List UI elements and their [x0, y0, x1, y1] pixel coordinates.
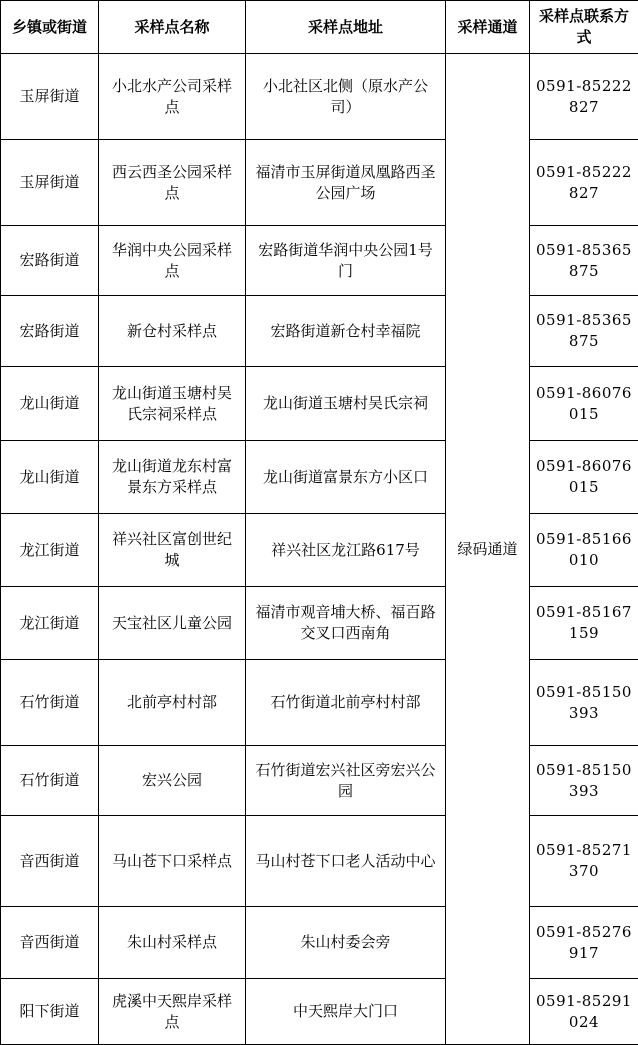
phone-cell: 0591-85166010: [530, 514, 638, 587]
site-address-cell: 祥兴社区龙江路617号: [246, 514, 446, 587]
table-row: [1, 746, 638, 816]
site-name-cell: 天宝社区儿童公园: [99, 587, 246, 660]
site-address-cell: 朱山村委会旁: [246, 907, 446, 979]
site-name-cell: 西云西圣公园采样点: [99, 140, 246, 226]
site-address-cell: 石竹街道北前亭村村部: [246, 660, 446, 746]
table-row: [1, 140, 638, 226]
header-site-address: 采样点地址: [246, 1, 446, 54]
table-row: [1, 816, 638, 907]
street-cell: 玉屏街道: [1, 140, 99, 226]
table-row: [1, 367, 638, 441]
street-cell: 音西街道: [1, 816, 99, 907]
street-cell: 玉屏街道: [1, 54, 99, 140]
site-address-cell: 马山村苍下口老人活动中心: [246, 816, 446, 907]
phone-cell: 0591-85276917: [530, 907, 638, 979]
street-cell: 龙江街道: [1, 514, 99, 587]
phone-cell: 0591-85222827: [530, 54, 638, 140]
site-address-cell: 福清市观音埔大桥、福百路交叉口西南角: [246, 587, 446, 660]
channel-cell: 绿码通道: [446, 54, 530, 1045]
site-name-cell: 小北水产公司采样点: [99, 54, 246, 140]
street-cell: 音西街道: [1, 907, 99, 979]
site-address-cell: 中天熙岸大门口: [246, 979, 446, 1045]
phone-cell: 0591-85222827: [530, 140, 638, 226]
site-address-cell: 宏路街道新仓村幸福院: [246, 296, 446, 367]
street-cell: 阳下街道: [1, 979, 99, 1045]
site-name-cell: 华润中央公园采样点: [99, 226, 246, 296]
phone-cell: 0591-86076015: [530, 367, 638, 441]
site-address-cell: 宏路街道华润中央公园1号门: [246, 226, 446, 296]
phone-cell: 0591-86076015: [530, 441, 638, 514]
street-cell: 龙山街道: [1, 367, 99, 441]
phone-cell: 0591-85150393: [530, 746, 638, 816]
table-row: [1, 226, 638, 296]
phone-cell: 0591-85271370: [530, 816, 638, 907]
site-address-cell: 龙山街道玉塘村吴氏宗祠: [246, 367, 446, 441]
site-name-cell: 虎溪中天熙岸采样点: [99, 979, 246, 1045]
table-row: [1, 441, 638, 514]
site-name-cell: 龙山街道龙东村富景东方采样点: [99, 441, 246, 514]
site-name-cell: 宏兴公园: [99, 746, 246, 816]
site-name-cell: 祥兴社区富创世纪城: [99, 514, 246, 587]
street-cell: 石竹街道: [1, 660, 99, 746]
street-cell: 龙江街道: [1, 587, 99, 660]
table-row: [1, 296, 638, 367]
site-name-cell: 新仓村采样点: [99, 296, 246, 367]
header-row: [1, 1, 638, 54]
table-row: [1, 907, 638, 979]
header-street: 乡镇或街道: [1, 1, 99, 54]
site-address-cell: 福清市玉屏街道凤凰路西圣公园广场: [246, 140, 446, 226]
street-cell: 宏路街道: [1, 296, 99, 367]
table-row: [1, 54, 638, 140]
phone-cell: 0591-85150393: [530, 660, 638, 746]
street-cell: 宏路街道: [1, 226, 99, 296]
header-site-name: 采样点名称: [99, 1, 246, 54]
header-channel: 采样通道: [446, 1, 530, 54]
site-address-cell: 石竹街道宏兴社区旁宏兴公园: [246, 746, 446, 816]
table-row: [1, 979, 638, 1045]
phone-cell: 0591-85365875: [530, 296, 638, 367]
phone-cell: 0591-85291024: [530, 979, 638, 1045]
street-cell: 龙山街道: [1, 441, 99, 514]
table-row: [1, 514, 638, 587]
phone-cell: 0591-85167159: [530, 587, 638, 660]
site-name-cell: 朱山村采样点: [99, 907, 246, 979]
table-row: [1, 587, 638, 660]
site-address-cell: 龙山街道富景东方小区口: [246, 441, 446, 514]
site-name-cell: 北前亭村村部: [99, 660, 246, 746]
site-name-cell: 马山苍下口采样点: [99, 816, 246, 907]
table-row: [1, 660, 638, 746]
street-cell: 石竹街道: [1, 746, 99, 816]
site-name-cell: 龙山街道玉塘村吴氏宗祠采样点: [99, 367, 246, 441]
header-contact: 采样点联系方式: [530, 1, 638, 54]
phone-cell: 0591-85365875: [530, 226, 638, 296]
site-address-cell: 小北社区北侧（原水产公司）: [246, 54, 446, 140]
